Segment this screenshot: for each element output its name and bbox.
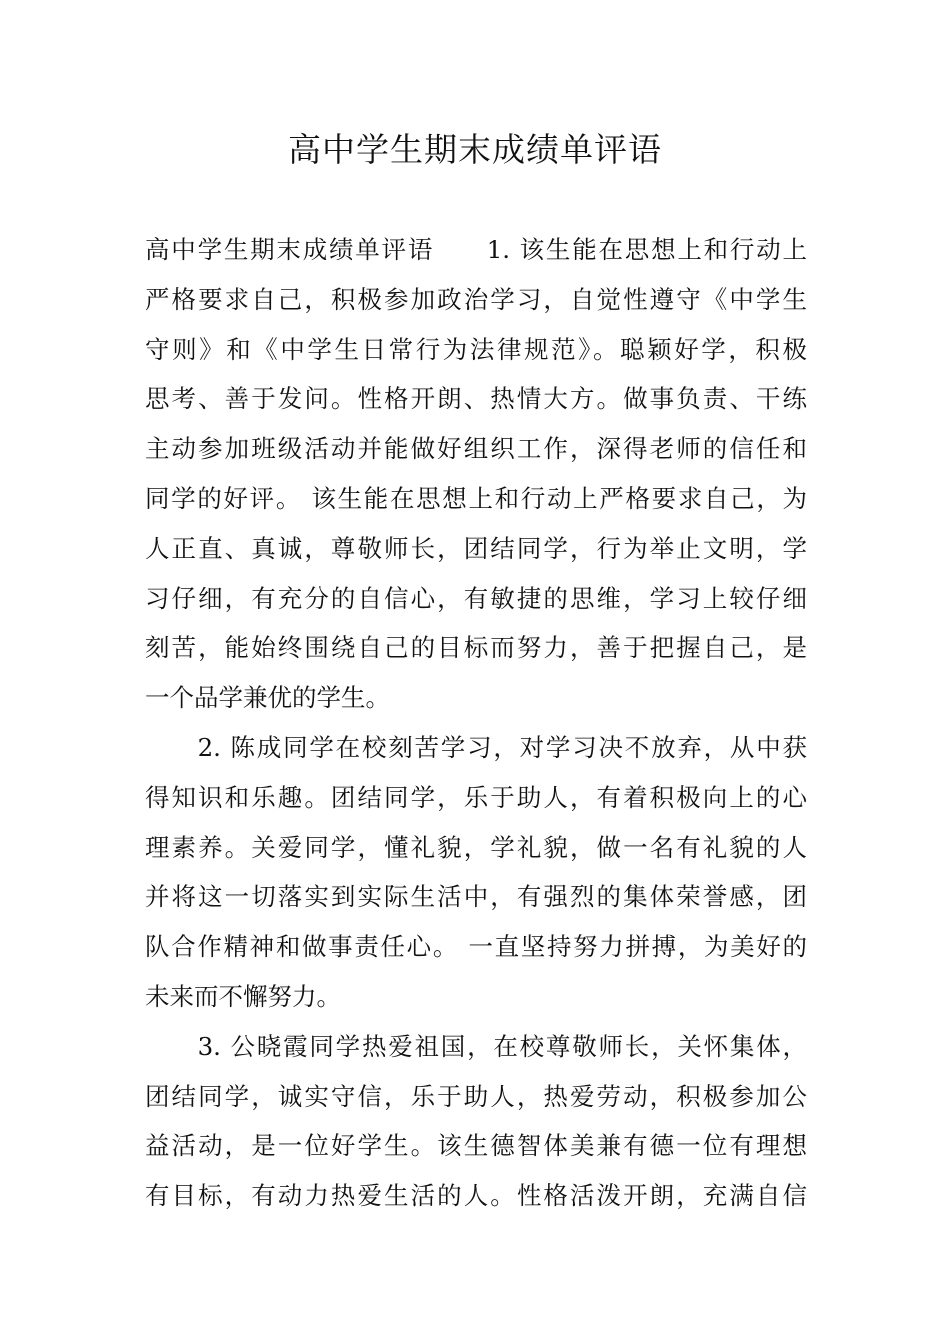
text-line: 思考、善于发问。性格开朗、热情大方。做事负责、干练 — [145, 384, 807, 414]
text-line: 3. 公晓霞同学热爱祖国，在校尊敬师长，关怀集体， — [145, 1031, 807, 1061]
text-line: 人正直、真诚，尊敬师长，团结同学，行为举止文明，学 — [145, 533, 807, 563]
text-line: 并将这一切落实到实际生活中，有强烈的集体荣誉感，团 — [145, 882, 807, 912]
text-line: 得知识和乐趣。团结同学，乐于助人，有着积极向上的心 — [145, 782, 807, 812]
text-line: 主动参加班级活动并能做好组织工作，深得老师的信任和 — [145, 434, 807, 464]
text-line: 刻苦，能始终围绕自己的目标而努力，善于把握自己，是 — [145, 633, 807, 663]
document-body — [145, 225, 807, 1221]
document-title: 高中学生期末成绩单评语 — [288, 130, 662, 169]
text-line: 团结同学，诚实守信，乐于助人，热爱劳动，积极参加公 — [145, 1081, 807, 1111]
text-line: 未来而不懈努力。 — [145, 981, 341, 1011]
text-line: 一个品学兼优的学生。 — [145, 683, 390, 713]
text-line: 习仔细，有充分的自信心，有敏捷的思维，学习上较仔细 — [145, 583, 807, 613]
text-line: 同学的好评。 该生能在思想上和行动上严格要求自己，为 — [145, 483, 807, 513]
text-line: 2. 陈成同学在校刻苦学习，对学习决不放弃，从中获 — [145, 732, 807, 762]
text-line: 理素养。关爱同学，懂礼貌，学礼貌，做一名有礼貌的人 — [145, 832, 807, 862]
text-line: 高中学生期末成绩单评语 1. 该生能在思想上和行动上 — [145, 235, 807, 264]
text-line: 益活动，是一位好学生。该生德智体美兼有德一位有理想 — [145, 1131, 807, 1161]
text-line: 队合作精神和做事责任心。 一直坚持努力拼搏，为美好的 — [145, 932, 807, 962]
text-line: 严格要求自己，积极参加政治学习，自觉性遵守《中学生 — [145, 284, 807, 314]
text-line: 有目标，有动力热爱生活的人。性格活泼开朗，充满自信 — [145, 1181, 807, 1211]
text-line: 守则》和《中学生日常行为法律规范》。聪颖好学，积极 — [145, 334, 807, 364]
